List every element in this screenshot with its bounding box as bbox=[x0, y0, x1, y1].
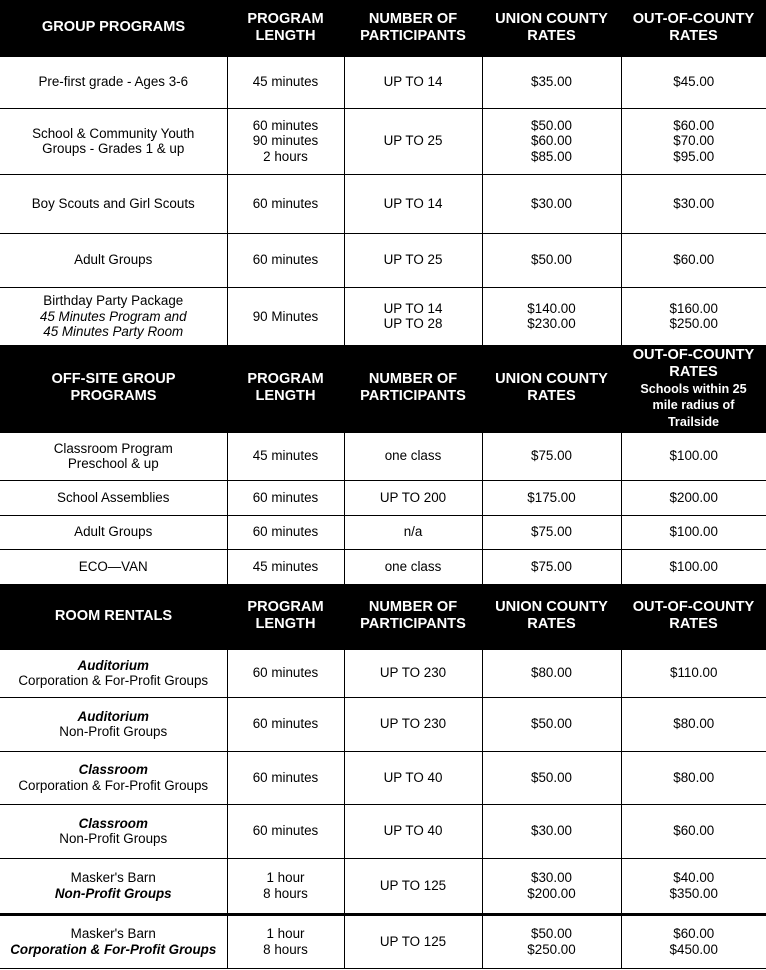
participants: UP TO 125 bbox=[344, 914, 482, 968]
room-name: Auditorium Non-Profit Groups bbox=[0, 697, 227, 751]
program-length: 60 minutes bbox=[227, 697, 344, 751]
table-row bbox=[0, 56, 766, 108]
program-name: Adult Groups bbox=[0, 515, 227, 549]
program-length: 60 minutes bbox=[227, 480, 344, 515]
table-row bbox=[0, 549, 766, 584]
participants: UP TO 125 bbox=[344, 858, 482, 914]
program-length: 60 minutes bbox=[227, 804, 344, 858]
out-of-county-rate: $40.00 $350.00 bbox=[621, 858, 766, 914]
union-county-rate: $140.00 $230.00 bbox=[482, 287, 621, 345]
program-name: Birthday Party Package 45 Minutes Program and 45 Minutes Party Room bbox=[0, 287, 227, 345]
out-of-county-rate: $100.00 bbox=[621, 515, 766, 549]
program-name: Pre-first grade - Ages 3-6 bbox=[0, 56, 227, 108]
room-name: Masker's Barn Corporation & For-Profit Groups bbox=[0, 914, 227, 968]
header-out-of-county-rates: OUT-OF-COUNTY RATES Schools within 25 mile radius of Trailside bbox=[621, 345, 766, 432]
union-county-rate: $30.00 bbox=[482, 174, 621, 233]
header-section-title: OFF-SITE GROUP PROGRAMS bbox=[0, 345, 227, 432]
participants: UP TO 40 bbox=[344, 804, 482, 858]
room-name: Auditorium Corporation & For-Profit Groups bbox=[0, 649, 227, 697]
table-row bbox=[0, 174, 766, 233]
participants: n/a bbox=[344, 515, 482, 549]
table-row bbox=[0, 515, 766, 549]
header-radius-note: Schools within 25 bbox=[640, 381, 747, 396]
program-length: 90 Minutes bbox=[227, 287, 344, 345]
union-county-rate: $50.00 bbox=[482, 751, 621, 804]
header-union-county-rates: UNION COUNTY RATES bbox=[482, 0, 621, 56]
header-union-county-rates: UNION COUNTY RATES bbox=[482, 345, 621, 432]
program-name: Adult Groups bbox=[0, 233, 227, 287]
union-county-rate: $50.00 $250.00 bbox=[482, 914, 621, 968]
out-of-county-rate: $160.00 $250.00 bbox=[621, 287, 766, 345]
participants: one class bbox=[344, 549, 482, 584]
union-county-rate: $175.00 bbox=[482, 480, 621, 515]
out-of-county-rate: $100.00 bbox=[621, 549, 766, 584]
union-county-rate: $35.00 bbox=[482, 56, 621, 108]
participants: UP TO 230 bbox=[344, 649, 482, 697]
participants: UP TO 14 bbox=[344, 56, 482, 108]
header-section-title: GROUP PROGRAMS bbox=[0, 0, 227, 56]
room-name: Classroom Non-Profit Groups bbox=[0, 804, 227, 858]
union-county-rate: $50.00 bbox=[482, 697, 621, 751]
table-row bbox=[0, 480, 766, 515]
table-row bbox=[0, 858, 766, 914]
section-header-off-site-programs bbox=[0, 345, 766, 432]
program-length: 60 minutes bbox=[227, 751, 344, 804]
header-radius-note: mile radius of bbox=[652, 398, 735, 412]
participants: UP TO 25 bbox=[344, 108, 482, 174]
table-row bbox=[0, 108, 766, 174]
header-section-title: ROOM RENTALS bbox=[0, 584, 227, 649]
out-of-county-rate: $110.00 bbox=[621, 649, 766, 697]
union-county-rate: $75.00 bbox=[482, 549, 621, 584]
table-row bbox=[0, 432, 766, 480]
room-name: Classroom Corporation & For-Profit Groups bbox=[0, 751, 227, 804]
out-of-county-rate: $60.00 $70.00 $95.00 bbox=[621, 108, 766, 174]
header-program-length: PROGRAM LENGTH bbox=[227, 345, 344, 432]
table-row bbox=[0, 914, 766, 968]
out-of-county-rate: $80.00 bbox=[621, 751, 766, 804]
table-row bbox=[0, 804, 766, 858]
out-of-county-rate: $60.00 bbox=[621, 804, 766, 858]
program-name: School & Community Youth Groups - Grades 1 & up bbox=[0, 108, 227, 174]
program-length: 60 minutes bbox=[227, 174, 344, 233]
participants: one class bbox=[344, 432, 482, 480]
participants: UP TO 40 bbox=[344, 751, 482, 804]
union-county-rate: $50.00 $60.00 $85.00 bbox=[482, 108, 621, 174]
union-county-rate: $30.00 $200.00 bbox=[482, 858, 621, 914]
header-out-of-county-rates: OUT-OF-COUNTY RATES bbox=[621, 584, 766, 649]
header-number-of-participants: NUMBER OF PARTICIPANTS bbox=[344, 0, 482, 56]
header-number-of-participants: NUMBER OF PARTICIPANTS bbox=[344, 345, 482, 432]
section-header-group-programs bbox=[0, 0, 766, 56]
participants: UP TO 25 bbox=[344, 233, 482, 287]
out-of-county-rate: $30.00 bbox=[621, 174, 766, 233]
out-of-county-rate: $45.00 bbox=[621, 56, 766, 108]
program-length: 1 hour 8 hours bbox=[227, 914, 344, 968]
program-length: 60 minutes bbox=[227, 649, 344, 697]
program-name: Classroom Program Preschool & up bbox=[0, 432, 227, 480]
out-of-county-rate: $60.00 $450.00 bbox=[621, 914, 766, 968]
header-radius-note: Trailside bbox=[667, 414, 720, 429]
program-name: Boy Scouts and Girl Scouts bbox=[0, 174, 227, 233]
union-county-rate: $75.00 bbox=[482, 515, 621, 549]
program-name: ECO—VAN bbox=[0, 549, 227, 584]
participants: UP TO 14 bbox=[344, 174, 482, 233]
section-header-room-rentals bbox=[0, 584, 766, 649]
union-county-rate: $30.00 bbox=[482, 804, 621, 858]
header-number-of-participants: NUMBER OF PARTICIPANTS bbox=[344, 584, 482, 649]
out-of-county-rate: $80.00 bbox=[621, 697, 766, 751]
program-length: 60 minutes bbox=[227, 233, 344, 287]
out-of-county-rate: $200.00 bbox=[621, 480, 766, 515]
header-out-of-county-rates: OUT-OF-COUNTY RATES bbox=[621, 0, 766, 56]
union-county-rate: $50.00 bbox=[482, 233, 621, 287]
header-program-length: PROGRAM LENGTH bbox=[227, 584, 344, 649]
program-length: 60 minutes bbox=[227, 515, 344, 549]
participants: UP TO 200 bbox=[344, 480, 482, 515]
out-of-county-rate: $100.00 bbox=[621, 432, 766, 480]
table-row bbox=[0, 697, 766, 751]
table-row bbox=[0, 751, 766, 804]
participants: UP TO 230 bbox=[344, 697, 482, 751]
room-name: Masker's Barn Non-Profit Groups bbox=[0, 858, 227, 914]
table-row bbox=[0, 233, 766, 287]
program-length: 45 minutes bbox=[227, 432, 344, 480]
union-county-rate: $75.00 bbox=[482, 432, 621, 480]
table-row bbox=[0, 287, 766, 345]
program-name: School Assemblies bbox=[0, 480, 227, 515]
header-program-length: PROGRAM LENGTH bbox=[227, 0, 344, 56]
table-row bbox=[0, 649, 766, 697]
out-of-county-rate: $60.00 bbox=[621, 233, 766, 287]
program-length: 45 minutes bbox=[227, 56, 344, 108]
header-union-county-rates: UNION COUNTY RATES bbox=[482, 584, 621, 649]
program-length: 1 hour 8 hours bbox=[227, 858, 344, 914]
participants: UP TO 14 UP TO 28 bbox=[344, 287, 482, 345]
program-length: 45 minutes bbox=[227, 549, 344, 584]
union-county-rate: $80.00 bbox=[482, 649, 621, 697]
program-length: 60 minutes 90 minutes 2 hours bbox=[227, 108, 344, 174]
